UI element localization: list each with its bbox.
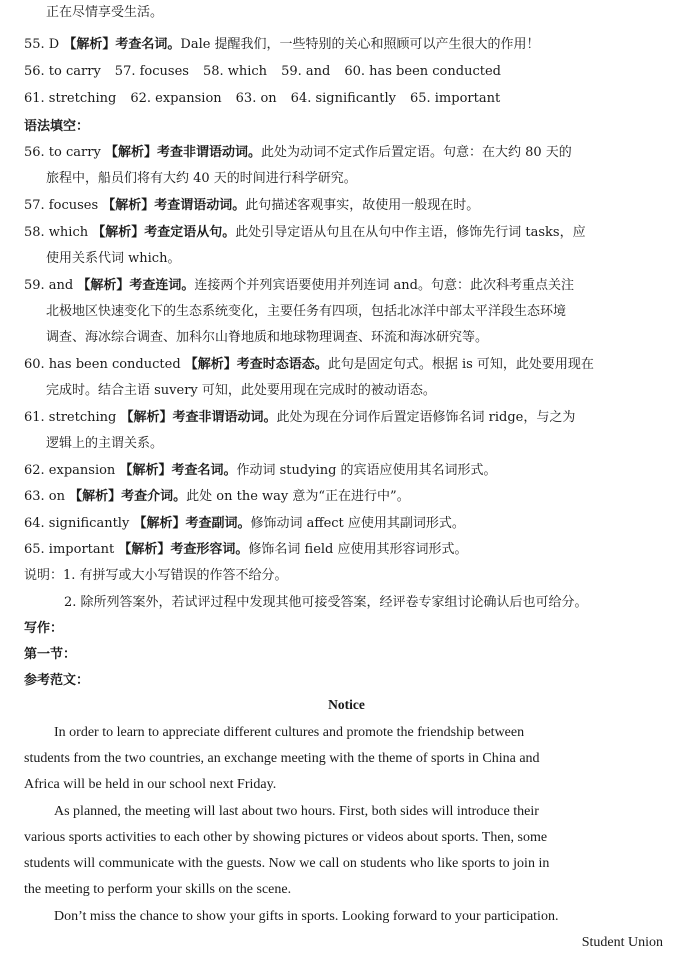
explanation-58-cont: 使用关系代词 which。	[46, 251, 181, 266]
answer-word: 64. significantly	[24, 516, 130, 531]
answer-word: 57. focuses	[24, 198, 99, 213]
analysis-text: 修饰动词 affect 应使用其副词形式。	[250, 516, 465, 531]
analysis-text: 此处为动词不定式作后置定语。句意：在大约 80 天的	[260, 145, 572, 160]
explanation-61	[24, 409, 575, 427]
answer-item: 62. expansion	[130, 91, 222, 106]
explanation-56-cont: 旅程中，船员们将有大约 40 天的时间进行科学研究。	[46, 171, 357, 186]
explanation-65	[24, 541, 468, 559]
analysis-tag: 【解析】考查时态语态。	[184, 357, 328, 372]
essay-paragraph-2-line-3: students will communicate with the guests. Now we call on students who like sports to join in	[24, 856, 550, 871]
answer-item: 61. stretching	[24, 91, 117, 106]
analysis-text: 此处 on the way 意为“正在进行中”。	[186, 489, 410, 504]
analysis-text: Dale 提醒我们，一些特别的关心和照顾可以产生很大的作用！	[180, 37, 540, 52]
essay-paragraph-2-line-4: the meeting to perform your skills on the scene.	[24, 882, 292, 897]
answer-number: 55. D	[24, 37, 60, 52]
analysis-tag: 【解析】考查连词。	[77, 278, 195, 293]
note-1: 说明：1. 有拼写或大小写错误的作答不给分。	[24, 568, 288, 583]
analysis-text: 此处引导定语从句且在从句中作主语，修饰先行词 tasks，应	[235, 225, 586, 240]
answer-item: 57. focuses	[114, 64, 189, 79]
answer-row-56-60	[24, 63, 515, 81]
explanation-59-cont1: 北极地区快速变化下的生态系统变化，主要任务有四项，包括北冰洋中部太平洋段生态环境	[46, 304, 567, 319]
note-2: 2. 除所列答案外，若试评过程中发现其他可接受答案，经评卷专家组讨论确认后也可给分。	[64, 595, 588, 610]
analysis-text: 此处为现在分词作后置定语修饰名词 ridge，与之为	[276, 410, 576, 425]
analysis-tag: 【解析】考查介词。	[69, 489, 187, 504]
answer-item: 63. on	[235, 91, 277, 106]
essay-title: Notice	[328, 697, 365, 712]
explanation-61-cont: 逻辑上的主谓关系。	[46, 436, 164, 451]
analysis-text: 修饰名词 field 应使用其形容词形式。	[248, 542, 468, 557]
analysis-tag: 【解析】考查非谓语动词。	[104, 145, 261, 160]
answer-word: 60. has been conducted	[24, 357, 181, 372]
answer-word: 63. on	[24, 489, 66, 504]
analysis-text: 连接两个并列宾语要使用并列连词 and。句意：此次科考重点关注	[194, 278, 574, 293]
analysis-tag: 【解析】考查名词。	[119, 463, 237, 478]
explanation-57	[24, 197, 479, 215]
essay-paragraph-1-line-3: Africa will be held in our school next Friday.	[24, 777, 277, 792]
analysis-tag: 【解析】考查副词。	[133, 516, 251, 531]
essay-paragraph-1-line-2: students from the two countries, an exchange meeting with the theme of sports in China and	[24, 751, 540, 766]
analysis-tag: 【解析】考查非谓语动词。	[120, 410, 277, 425]
analysis-tag: 【解析】考查谓语动词。	[102, 198, 246, 213]
answer-item: 56. to carry	[24, 64, 101, 79]
analysis-text: 作动词 studying 的宾语应使用其名词形式。	[236, 463, 497, 478]
explanation-60	[24, 356, 594, 374]
answer-word: 56. to carry	[24, 145, 101, 160]
answer-item: 58. which	[202, 64, 268, 79]
essay-signature: Student Union	[581, 935, 663, 950]
analysis-tag: 【解析】考查形容词。	[118, 542, 249, 557]
explanation-59	[24, 277, 574, 295]
explanation-58	[24, 224, 586, 242]
analysis-tag: 【解析】考查名词。	[63, 37, 181, 52]
essay-paragraph-2-line-2: various sports activities to each other by showing pictures or videos about sports. Then, some	[24, 830, 548, 845]
essay-paragraph-2-line-1: As planned, the meeting will last about two hours. First, both sides will introduce their	[54, 804, 539, 819]
answer-word: 59. and	[24, 278, 74, 293]
writing-heading: 写作：	[24, 621, 64, 636]
answer-word: 62. expansion	[24, 463, 116, 478]
explanation-63	[24, 488, 410, 506]
explanation-60-cont: 完成时。结合主语 suvery 可知，此处要用现在完成时的被动语态。	[46, 383, 436, 398]
analysis-text: 此句描述客观事实，故使用一般现在时。	[245, 198, 480, 213]
continuation-line: 正在尽情享受生活。	[46, 5, 164, 20]
answer-item: 59. and	[281, 64, 331, 79]
explanation-64	[24, 515, 465, 533]
explanation-62	[24, 462, 497, 480]
answer-word: 58. which	[24, 225, 89, 240]
grammar-heading: 语法填空：	[24, 119, 90, 134]
sample-essay-heading: 参考范文：	[24, 673, 90, 688]
explanation-56	[24, 144, 572, 162]
answer-row-61-65	[24, 90, 514, 108]
essay-paragraph-1-line-1: In order to learn to appreciate different cultures and promote the friendship between	[54, 725, 525, 740]
answer-item: 64. significantly	[290, 91, 396, 106]
answer-word: 61. stretching	[24, 410, 117, 425]
answer-word: 65. important	[24, 542, 115, 557]
analysis-tag: 【解析】考查定语从句。	[92, 225, 236, 240]
answer-item: 65. important	[409, 91, 501, 106]
analysis-text: 此句是固定句式。根据 is 可知，此处要用现在	[327, 357, 594, 372]
essay-paragraph-3: Don’t miss the chance to show your gifts in sports. Looking forward to your participation.	[54, 909, 559, 924]
answer-55	[24, 36, 540, 54]
section-1-heading: 第一节：	[24, 647, 77, 662]
explanation-59-cont2: 调查、海冰综合调查、加科尔山脊地质和地球物理调查、环流和海冰研究等。	[46, 330, 489, 345]
answer-item: 60. has been conducted	[344, 64, 501, 79]
